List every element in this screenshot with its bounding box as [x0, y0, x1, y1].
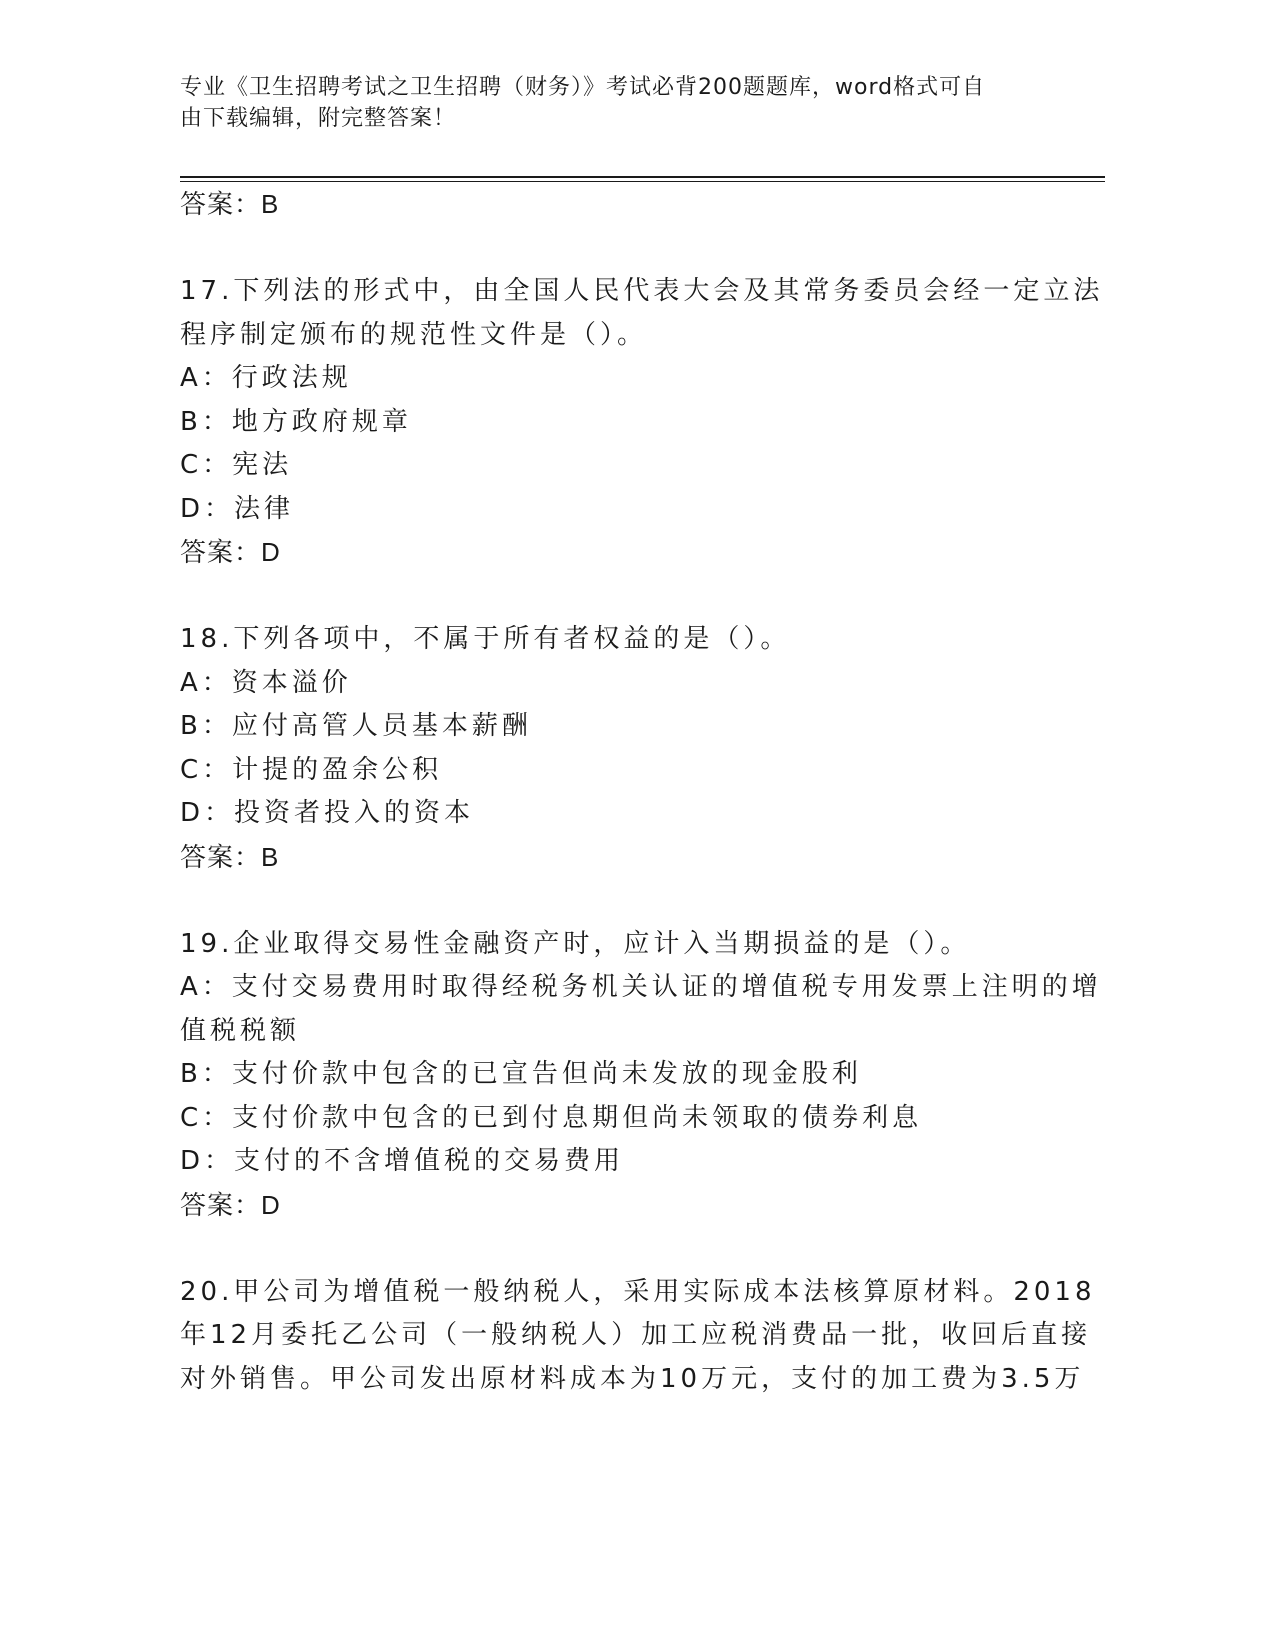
header-rule-thin — [180, 181, 1105, 182]
answer-line: 答案：B — [180, 189, 280, 219]
question-stem: 19.企业取得交易性金融资产时，应计入当期损益的是（）。 — [180, 928, 971, 959]
question-stem: 年12月委托乙公司（一般纳税人）加工应税消费品一批，收回后直接 — [180, 1320, 1092, 1350]
option-b: B：支付价款中包含的已宣告但尚未发放的现金股利 — [180, 1059, 862, 1089]
spacer — [180, 1227, 1040, 1271]
option-d: D：法律 — [180, 493, 295, 524]
option-a-continued: 值税税额 — [180, 1015, 301, 1046]
option-d: D：投资者投入的资本 — [180, 798, 475, 828]
question-20 — [180, 1271, 1096, 1402]
spacer — [180, 879, 1040, 923]
spacer — [180, 227, 1040, 271]
question-stem: 对外销售。甲公司发出原材料成本为10万元，支付的加工费为3.5万 — [180, 1363, 1085, 1394]
question-stem: 17.下列法的形式中，由全国人民代表大会及其常务委员会经一定立法 — [180, 276, 1104, 306]
option-d: D：支付的不含增值税的交易费用 — [180, 1146, 625, 1176]
question-stem: 18.下列各项中，不属于所有者权益的是（）。 — [180, 624, 791, 654]
option-c: C：计提的盈余公积 — [180, 754, 443, 785]
option-a: A：资本溢价 — [180, 667, 352, 698]
question-19 — [180, 923, 1102, 1228]
option-c: C：支付价款中包含的已到付息期但尚未领取的债券利息 — [180, 1102, 923, 1133]
option-b: B：应付高管人员基本薪酬 — [180, 711, 532, 741]
question-18 — [180, 618, 1040, 879]
answer-line: 答案：B — [180, 841, 280, 872]
option-b: B：地方政府规章 — [180, 406, 412, 437]
answer-line: 答案：D — [180, 537, 281, 567]
page-header — [180, 72, 1060, 134]
header-rule-thick — [180, 176, 1105, 178]
header-line: 专业《卫生招聘考试之卫生招聘（财务）》考试必背200题题库，word格式可自 — [180, 75, 986, 100]
question-17 — [180, 270, 1104, 575]
question-stem: 程序制定颁布的规范性文件是（）。 — [180, 319, 648, 350]
header-line: 由下载编辑，附完整答案！ — [180, 106, 457, 131]
question-list — [180, 183, 1104, 1401]
option-c: C：宪法 — [180, 450, 293, 480]
spacer — [180, 575, 1040, 619]
answer-line: 答案：D — [180, 1189, 281, 1220]
option-a: A：支付交易费用时取得经税务机关认证的增值税专用发票上注明的增 — [180, 972, 1102, 1002]
option-a: A：行政法规 — [180, 363, 352, 393]
question-stem: 20.甲公司为增值税一般纳税人，采用实际成本法核算原材料。2018 — [180, 1276, 1096, 1307]
